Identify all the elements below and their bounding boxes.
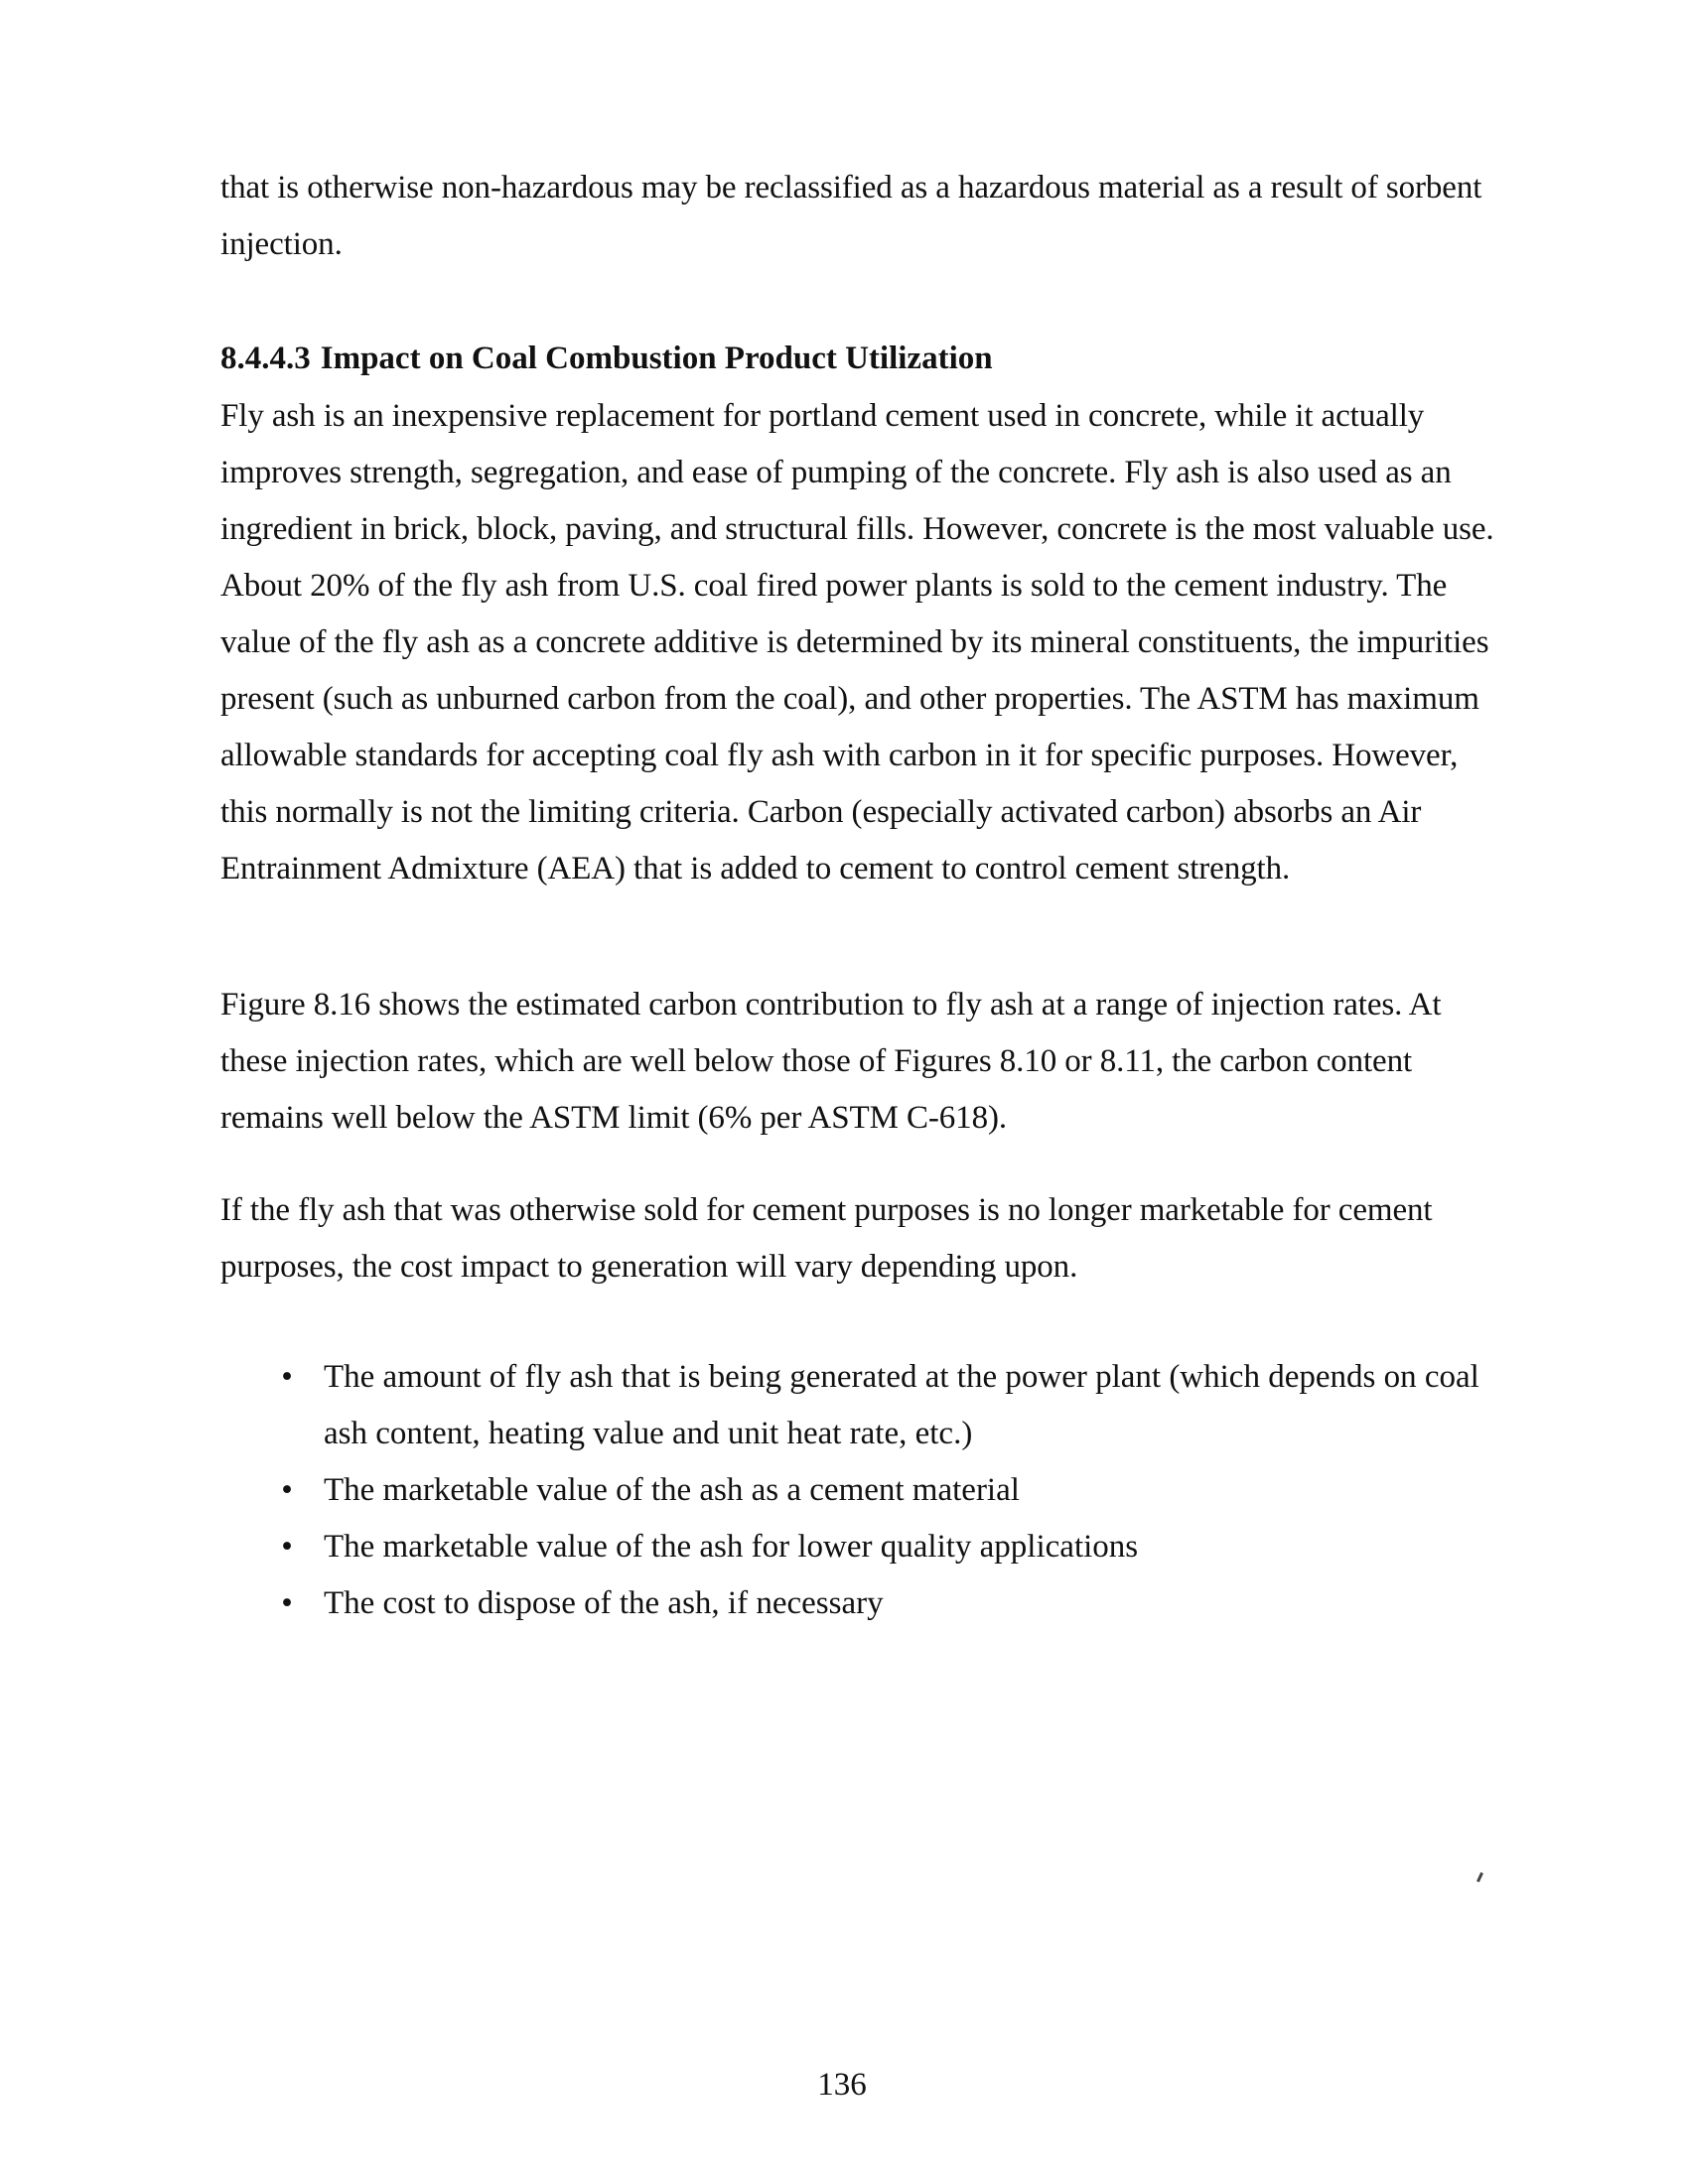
body-paragraph-cost-impact: If the fly ash that was otherwise sold for cement purposes is no longer marketable for cement purposes, the cost impact to generation will vary depending upon. <box>220 1192 1433 1285</box>
cost-factor-list <box>220 1349 1501 1632</box>
list-item-text: The amount of fly ash that is being generated at the power plant (which depends on coal ash content, heating value and unit heat rate, etc.) <box>324 1359 1479 1451</box>
list-item-text: The marketable value of the ash for lower quality applications <box>324 1529 1139 1565</box>
section-number: 8.4.4.3 <box>220 341 311 376</box>
body-paragraph-fly-ash: Fly ash is an inexpensive replacement for portland cement used in concrete, while it actually improves strength, segregation, and ease of pumping of the concrete. Fly ash is also used as an ingredient in brick, block, paving, and structural fills. However, concrete is the most valuable use. About 20% of the fly ash from U.S. coal fired power plants is sold to the cement industry. The value of the fly ash as a concrete additive is determined by its mineral constituents, the impurities present (such as unburned carbon from the coal), and other properties. The ASTM has maximum allowable standards for accepting coal fly ash with carbon in it for specific purposes. However, this normally is not the limiting criteria. Carbon (especially activated carbon) absorbs an Air Entrainment Admixture (AEA) that is added to cement to control cement strength. <box>220 398 1494 887</box>
bullet-icon: • <box>281 1359 293 1395</box>
list-item-text: The cost to dispose of the ash, if necessary <box>324 1585 884 1621</box>
bullet-icon: • <box>281 1585 293 1621</box>
section-title: Impact on Coal Combustion Product Utilization <box>320 341 993 376</box>
body-paragraph-figure-reference: Figure 8.16 shows the estimated carbon contribution to fly ash at a range of injection rates. At these injection rates, which are well below those of Figures 8.10 or 8.11, the carbon content remains well below the ASTM limit (6% per ASTM C-618). <box>220 987 1442 1136</box>
list-item <box>220 1349 1501 1462</box>
list-item-text: The marketable value of the ash as a cement material <box>324 1472 1020 1508</box>
list-item <box>220 1462 1501 1519</box>
list-item <box>220 1519 1501 1575</box>
list-item <box>220 1575 1501 1632</box>
page-number: 136 <box>817 2067 867 2103</box>
bullet-icon: • <box>281 1472 293 1508</box>
scan-mark <box>1476 1872 1483 1882</box>
bullet-icon: • <box>281 1529 293 1565</box>
section-heading <box>220 337 1501 380</box>
continued-paragraph: that is otherwise non-hazardous may be reclassified as a hazardous material as a result of sorbent injection. <box>220 170 1482 262</box>
